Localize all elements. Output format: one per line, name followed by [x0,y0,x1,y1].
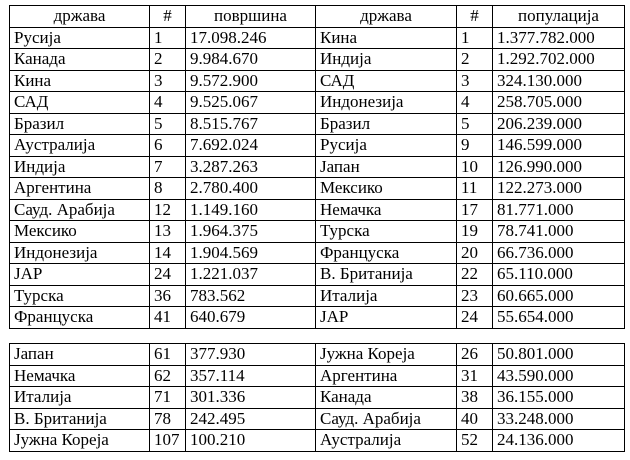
population-rank-cell: 11 [457,178,493,200]
table-row [10,408,625,430]
area-cell: 1.964.375 [186,221,316,243]
area-cell: 301.336 [186,387,316,409]
table-row [10,221,625,243]
country-area-cell: Мексико [10,221,150,243]
population-cell: 78.741.000 [493,221,625,243]
area-rank-cell: 107 [150,430,186,452]
area-rank-cell: 5 [150,113,186,135]
population-rank-cell: 52 [457,430,493,452]
country-area-cell: Италија [10,387,150,409]
population-rank-cell: 4 [457,92,493,114]
country-population-cell: Немачка [316,199,457,221]
population-cell: 36.155.000 [493,387,625,409]
area-cell: 357.114 [186,365,316,387]
header-area: површина [186,6,316,28]
area-rank-cell: 4 [150,92,186,114]
bottom-ranking-table [9,343,625,452]
population-rank-cell: 40 [457,408,493,430]
country-population-cell: Француска [316,242,457,264]
population-cell: 206.239.000 [493,113,625,135]
country-area-cell: Аустралија [10,135,150,157]
country-population-cell: ЈАР [316,307,457,329]
area-cell: 3.287.263 [186,156,316,178]
population-rank-cell: 3 [457,70,493,92]
population-cell: 66.736.000 [493,242,625,264]
population-rank-cell: 20 [457,242,493,264]
country-area-cell: Канада [10,49,150,71]
area-cell: 8.515.767 [186,113,316,135]
area-rank-cell: 14 [150,242,186,264]
population-cell: 33.248.000 [493,408,625,430]
area-rank-cell: 1 [150,27,186,49]
population-cell: 126.990.000 [493,156,625,178]
area-cell: 2.780.400 [186,178,316,200]
table-row [10,285,625,307]
country-population-cell: Мексико [316,178,457,200]
table-row [10,49,625,71]
area-rank-cell: 2 [150,49,186,71]
country-area-cell: В. Британија [10,408,150,430]
country-area-cell: ЈАР [10,264,150,286]
population-cell: 55.654.000 [493,307,625,329]
area-cell: 9.984.670 [186,49,316,71]
table-row [10,242,625,264]
table-row [10,70,625,92]
header-rank-area: # [150,6,186,28]
country-population-cell: САД [316,70,457,92]
area-rank-cell: 61 [150,344,186,366]
area-cell: 1.221.037 [186,264,316,286]
area-rank-cell: 6 [150,135,186,157]
population-rank-cell: 24 [457,307,493,329]
population-rank-cell: 2 [457,49,493,71]
country-area-cell: Јужна Кореја [10,430,150,452]
country-population-cell: Аустралија [316,430,457,452]
population-rank-cell: 9 [457,135,493,157]
country-population-cell: Кина [316,27,457,49]
population-rank-cell: 1 [457,27,493,49]
table-row [10,199,625,221]
country-area-cell: Кина [10,70,150,92]
area-rank-cell: 78 [150,408,186,430]
country-population-cell: Бразил [316,113,457,135]
country-population-cell: Јужна Кореја [316,344,457,366]
table-row [10,27,625,49]
area-rank-cell: 71 [150,387,186,409]
header-country-area: држава [10,6,150,28]
country-area-cell: САД [10,92,150,114]
country-area-cell: Русија [10,27,150,49]
area-rank-cell: 62 [150,365,186,387]
area-rank-cell: 7 [150,156,186,178]
area-rank-cell: 3 [150,70,186,92]
country-population-cell: Канада [316,387,457,409]
population-cell: 43.590.000 [493,365,625,387]
area-cell: 1.149.160 [186,199,316,221]
table-row [10,92,625,114]
header-rank-population: # [457,6,493,28]
population-cell: 24.136.000 [493,430,625,452]
country-area-cell: Индија [10,156,150,178]
header-row [10,6,625,28]
area-cell: 242.495 [186,408,316,430]
table-row [10,135,625,157]
area-rank-cell: 36 [150,285,186,307]
country-population-cell: Турска [316,221,457,243]
area-cell: 377.930 [186,344,316,366]
population-cell: 1.292.702.000 [493,49,625,71]
area-rank-cell: 41 [150,307,186,329]
table-row [10,264,625,286]
area-cell: 783.562 [186,285,316,307]
country-area-cell: Аргентина [10,178,150,200]
population-cell: 65.110.000 [493,264,625,286]
table-row [10,178,625,200]
population-cell: 122.273.000 [493,178,625,200]
area-cell: 640.679 [186,307,316,329]
table-row [10,430,625,452]
country-area-cell: Бразил [10,113,150,135]
area-rank-cell: 12 [150,199,186,221]
population-rank-cell: 17 [457,199,493,221]
country-population-cell: Јапан [316,156,457,178]
population-rank-cell: 26 [457,344,493,366]
population-cell: 146.599.000 [493,135,625,157]
top-ranking-table [9,5,625,329]
population-rank-cell: 22 [457,264,493,286]
table-row [10,344,625,366]
area-cell: 9.572.900 [186,70,316,92]
country-area-cell: Турска [10,285,150,307]
area-cell: 17.098.246 [186,27,316,49]
header-population: популација [493,6,625,28]
population-rank-cell: 23 [457,285,493,307]
area-rank-cell: 8 [150,178,186,200]
population-rank-cell: 19 [457,221,493,243]
population-rank-cell: 38 [457,387,493,409]
country-population-cell: В. Британија [316,264,457,286]
population-rank-cell: 10 [457,156,493,178]
country-area-cell: Немачка [10,365,150,387]
country-population-cell: Сауд. Арабија [316,408,457,430]
population-cell: 258.705.000 [493,92,625,114]
country-population-cell: Индонезија [316,92,457,114]
area-cell: 7.692.024 [186,135,316,157]
table-row [10,387,625,409]
table-row [10,365,625,387]
area-cell: 100.210 [186,430,316,452]
population-cell: 60.665.000 [493,285,625,307]
country-population-cell: Русија [316,135,457,157]
country-population-cell: Аргентина [316,365,457,387]
country-population-cell: Италија [316,285,457,307]
country-area-cell: Јапан [10,344,150,366]
area-rank-cell: 13 [150,221,186,243]
population-rank-cell: 5 [457,113,493,135]
population-cell: 81.771.000 [493,199,625,221]
table-row [10,156,625,178]
population-cell: 324.130.000 [493,70,625,92]
population-rank-cell: 31 [457,365,493,387]
header-country-population: држава [316,6,457,28]
country-population-cell: Индија [316,49,457,71]
area-cell: 1.904.569 [186,242,316,264]
population-cell: 1.377.782.000 [493,27,625,49]
population-cell: 50.801.000 [493,344,625,366]
country-area-cell: Француска [10,307,150,329]
country-area-cell: Сауд. Арабија [10,199,150,221]
table-row [10,307,625,329]
area-rank-cell: 24 [150,264,186,286]
area-cell: 9.525.067 [186,92,316,114]
table-row [10,113,625,135]
country-area-cell: Индонезија [10,242,150,264]
